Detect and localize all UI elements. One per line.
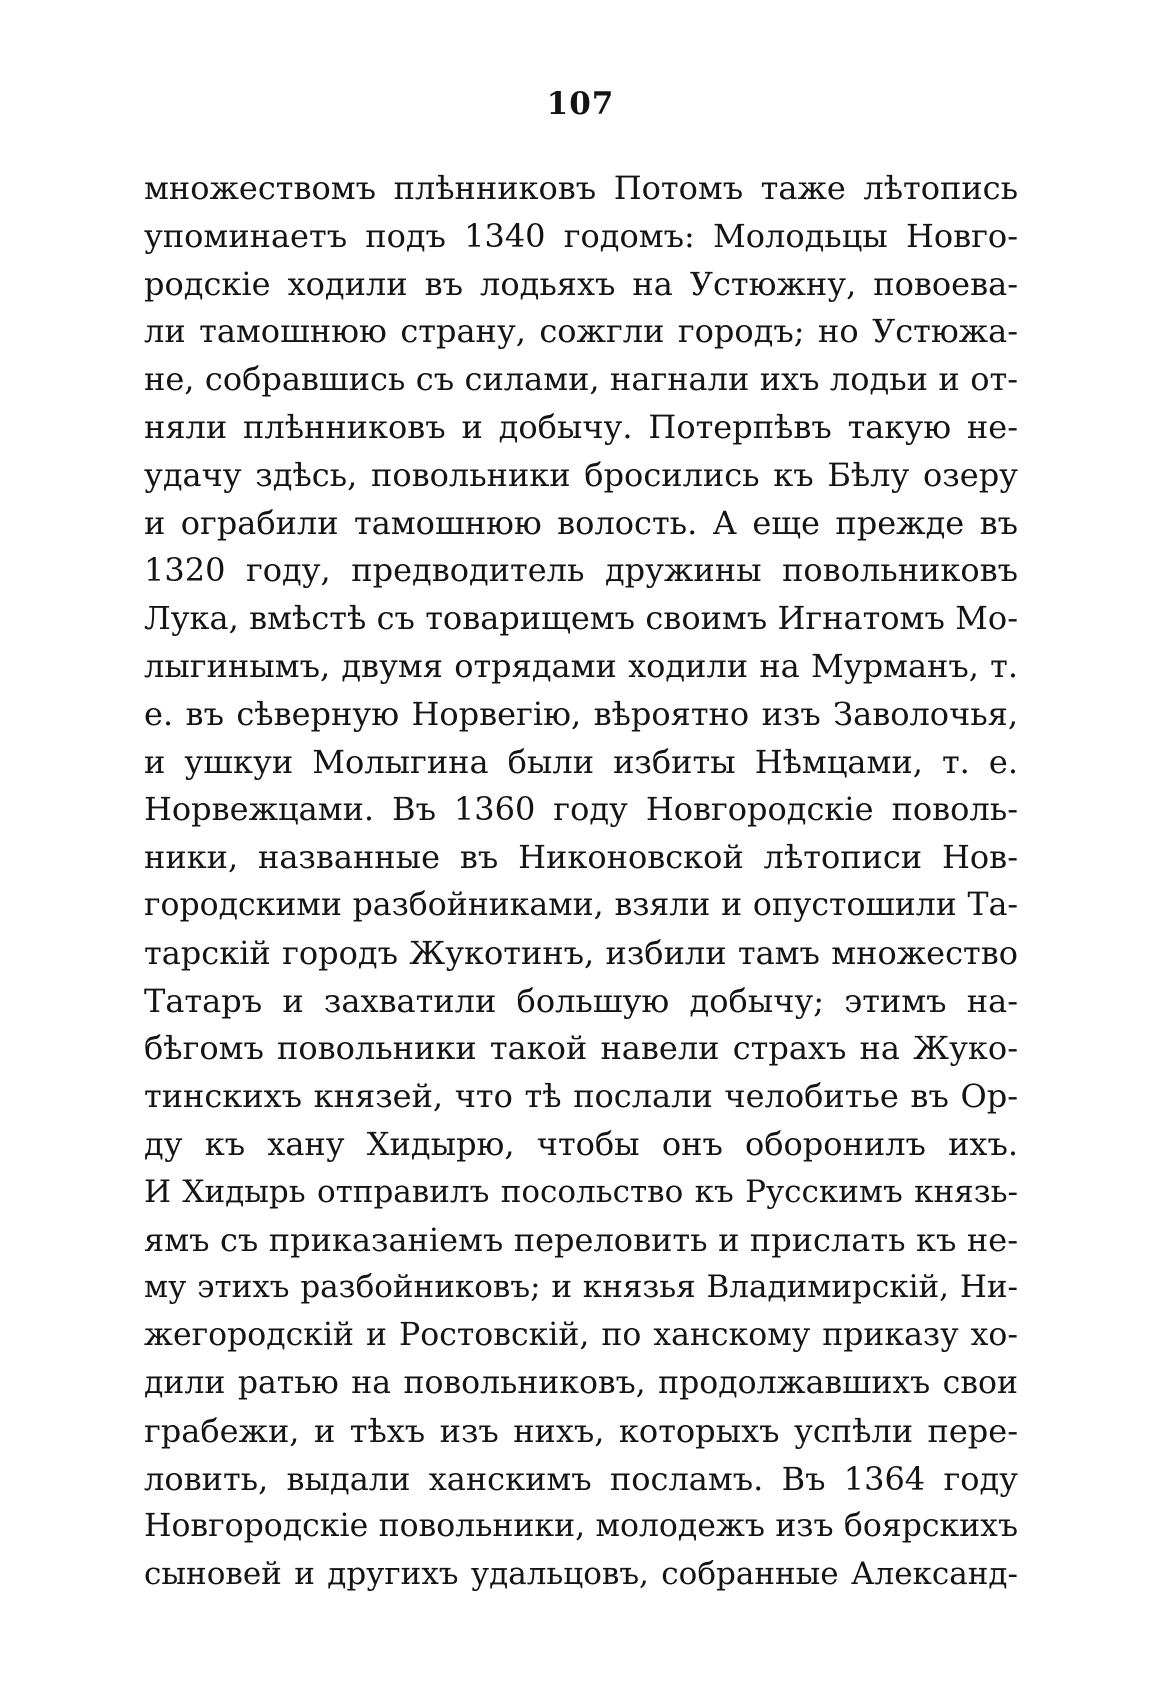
text-line: И Хидырь отправилъ посольство къ Русскимъ князь-: [144, 1173, 1018, 1210]
text-line: и ушкуи Молыгина были избиты Нѣмцами, т. е.: [144, 742, 1018, 781]
text-line: грабежи, и тѣхъ изъ нихъ, которыхъ успѣли пере-: [144, 1411, 1018, 1450]
text-line: Татаръ и захватили большую добычу; этимъ на-: [144, 981, 1018, 1020]
text-line: сыновей и другихъ удальцовъ, собранные Александ-: [144, 1556, 1018, 1593]
text-line: не, собравшись съ силами, нагнали ихъ лодьи и от-: [144, 360, 1018, 399]
text-line: му этихъ разбойниковъ; и князья Владимирскій, Ни-: [144, 1269, 1018, 1306]
text-line: е. въ сѣверную Норвегію, вѣроятно изъ Заволочья,: [144, 694, 1018, 733]
text-line: упоминаетъ подъ 1340 годомъ: Молодьцы Новго-: [144, 216, 1018, 255]
text-line: множествомъ плѣнниковъ Потомъ таже лѣтопись: [144, 169, 1018, 207]
text-line: ли тамошнюю страну, сожгли городъ; но Устюжа-: [144, 312, 1018, 351]
text-line: дили ратью на повольниковъ, продолжавшихъ свои: [144, 1364, 1018, 1401]
text-line: ямъ съ приказаніемъ переловить и прислать къ не-: [144, 1220, 1018, 1259]
text-line: Норвежцами. Въ 1360 году Новгородскіе поволь-: [144, 790, 1018, 829]
text-line: Лука, вмѣстѣ съ товарищемъ своимъ Игнатомъ Мо-: [144, 599, 1018, 638]
text-line: и ограбили тамошнюю волость. А еще прежде въ: [144, 503, 1018, 542]
text-line: Новгородскіе повольники, молодежъ изъ боярскихъ: [144, 1508, 1018, 1545]
text-line: тарскій городъ Жукотинъ, избили тамъ множество: [144, 933, 1018, 972]
text-line: бѣгомъ повольники такой навели страхъ на Жуко-: [144, 1029, 1018, 1068]
text-line: ду къ хану Хидырю, чтобы онъ оборонилъ ихъ.: [144, 1124, 1018, 1163]
page-number: 107: [546, 86, 615, 122]
text-line: городскими разбойниками, взяли и опустошили Та-: [144, 886, 1018, 923]
text-line: лыгинымъ, двумя отрядами ходили на Мурманъ, т.: [144, 646, 1018, 685]
text-line: удачу здѣсь, повольники бросились къ Бѣлу озеру: [144, 455, 1018, 494]
text-line: тинскихъ князей, что тѣ послали челобитье въ Ор-: [144, 1077, 1018, 1116]
body-text: [144, 165, 1018, 1599]
text-line: жегородскій и Ростовскій, по ханскому приказу хо-: [144, 1317, 1018, 1354]
text-line: няли плѣнниковъ и добычу. Потерпѣвъ такую не-: [144, 407, 1018, 446]
text-line: 1320 году, предводитель дружины повольниковъ: [144, 551, 1018, 590]
text-line: ловить, выдали ханскимъ посламъ. Въ 1364 году: [144, 1459, 1018, 1498]
text-line: родскіе ходили въ лодьяхъ на Устюжну, повоева-: [144, 264, 1018, 303]
text-line: ники, названные въ Никоновской лѣтописи Нов-: [144, 838, 1018, 877]
